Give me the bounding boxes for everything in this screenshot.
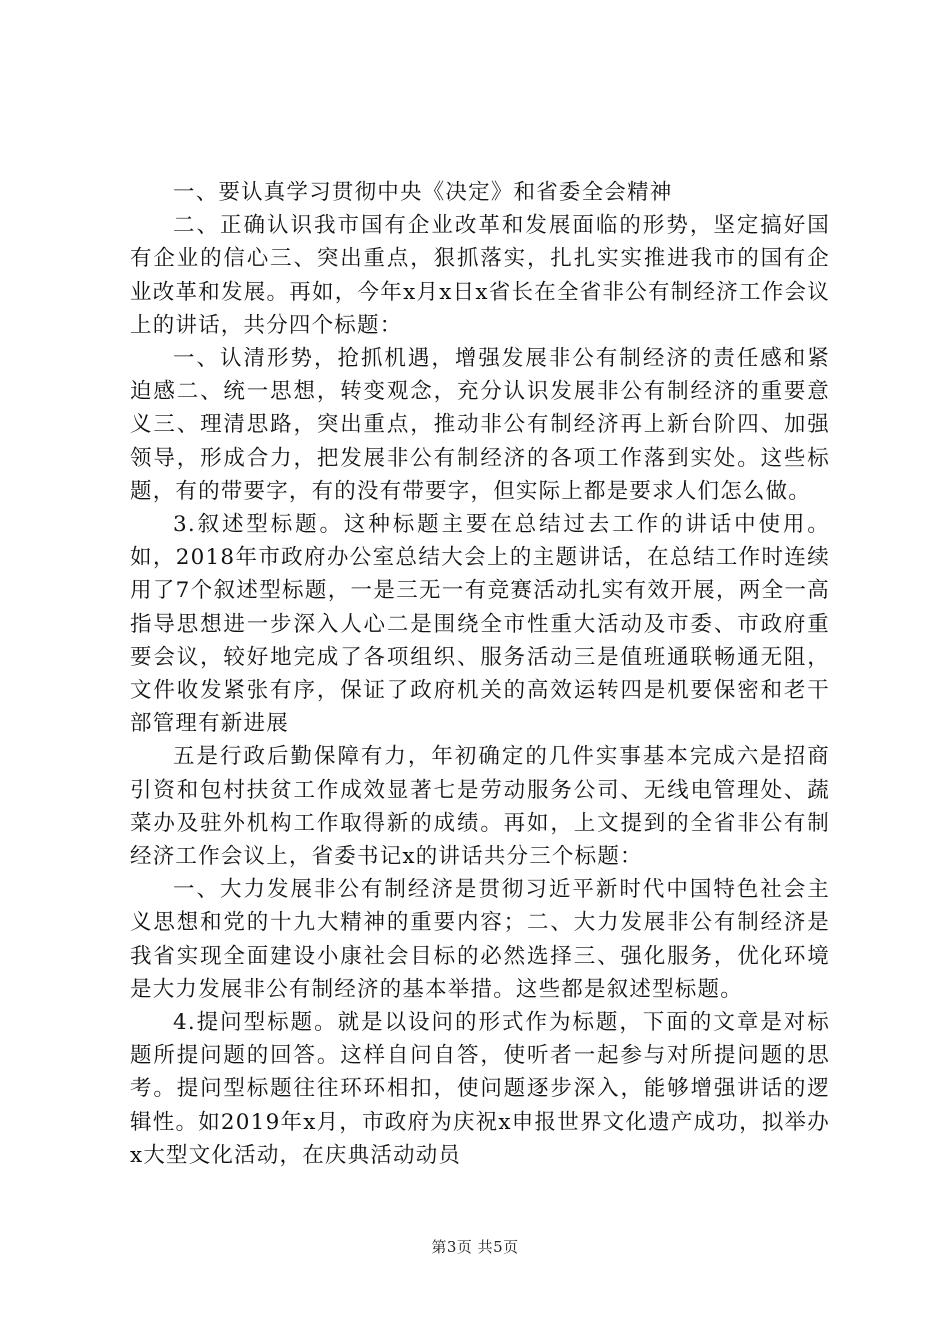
paragraph: 五是行政后勤保障有力，年初确定的几件实事基本完成六是招商引资和包村扶贫工作成效显著七是劳动服务公司、无线电管理处、蔬菜办及驻外机构工作取得新的成绩。再如，上文提到的全省非公有制经济工作会议上，省委书记x的讲话共分三个标题： bbox=[130, 744, 830, 870]
paragraph: 3.叙述型标题。这种标题主要在总结过去工作的讲话中使用。如，2018年市政府办公室总结大会上的主题讲话，在总结工作时连续用了7个叙述型标题，一是三无一有竞赛活动扎实有效开展，两全一高指导思想进一步深入人心二是围绕全市性重大活动及市委、市政府重要会议，较好地完成了各项组织、服务活动三是值班通联畅通无阻，文件收发紧张有序，保证了政府机关的高效运转四是机要保密和老干部管理有新进展 bbox=[130, 512, 830, 737]
paragraph: 二、正确认识我市国有企业改革和发展面临的形势，坚定搞好国有企业的信心三、突出重点，狠抓落实，扎扎实实推进我市的国有企业改革和发展。再如，今年x月x日x省长在全省非公有制经济工作会议上的讲话，共分四个标题： bbox=[130, 213, 830, 338]
page-number-footer: 第3页 共5页 bbox=[431, 1238, 519, 1256]
paragraph: 一、要认真学习贯彻中央《决定》和省委全会精神 bbox=[173, 180, 673, 205]
paragraph: 4.提问型标题。就是以设问的形式作为标题，下面的文章是对标题所提问题的回答。这样自问自答，使听者一起参与对所提问题的思考。提问型标题往往环环相扣，使问题逐步深入，能够增强讲话的逻辑性。如2019年x月，市政府为庆祝x申报世界文化遗产成功，拟举办x大型文化活动，在庆典活动动员 bbox=[130, 1010, 830, 1168]
document-body bbox=[130, 176, 830, 1172]
paragraph: 一、大力发展非公有制经济是贯彻习近平新时代中国特色社会主义思想和党的十九大精神的重要内容；二、大力发展非公有制经济是我省实现全面建设小康社会目标的必然选择三、强化服务，优化环境是大力发展非公有制经济的基本举措。这些都是叙述型标题。 bbox=[130, 877, 830, 1002]
paragraph: 一、认清形势，抢抓机遇，增强发展非公有制经济的责任感和紧迫感二、统一思想，转变观念，充分认识发展非公有制经济的重要意义三、理清思路，突出重点，推动非公有制经济再上新台阶四、加强领导，形成合力，把发展非公有制经济的各项工作落到实处。这些标题，有的带要字，有的没有带要字，但实际上都是要求人们怎么做。 bbox=[130, 346, 830, 504]
